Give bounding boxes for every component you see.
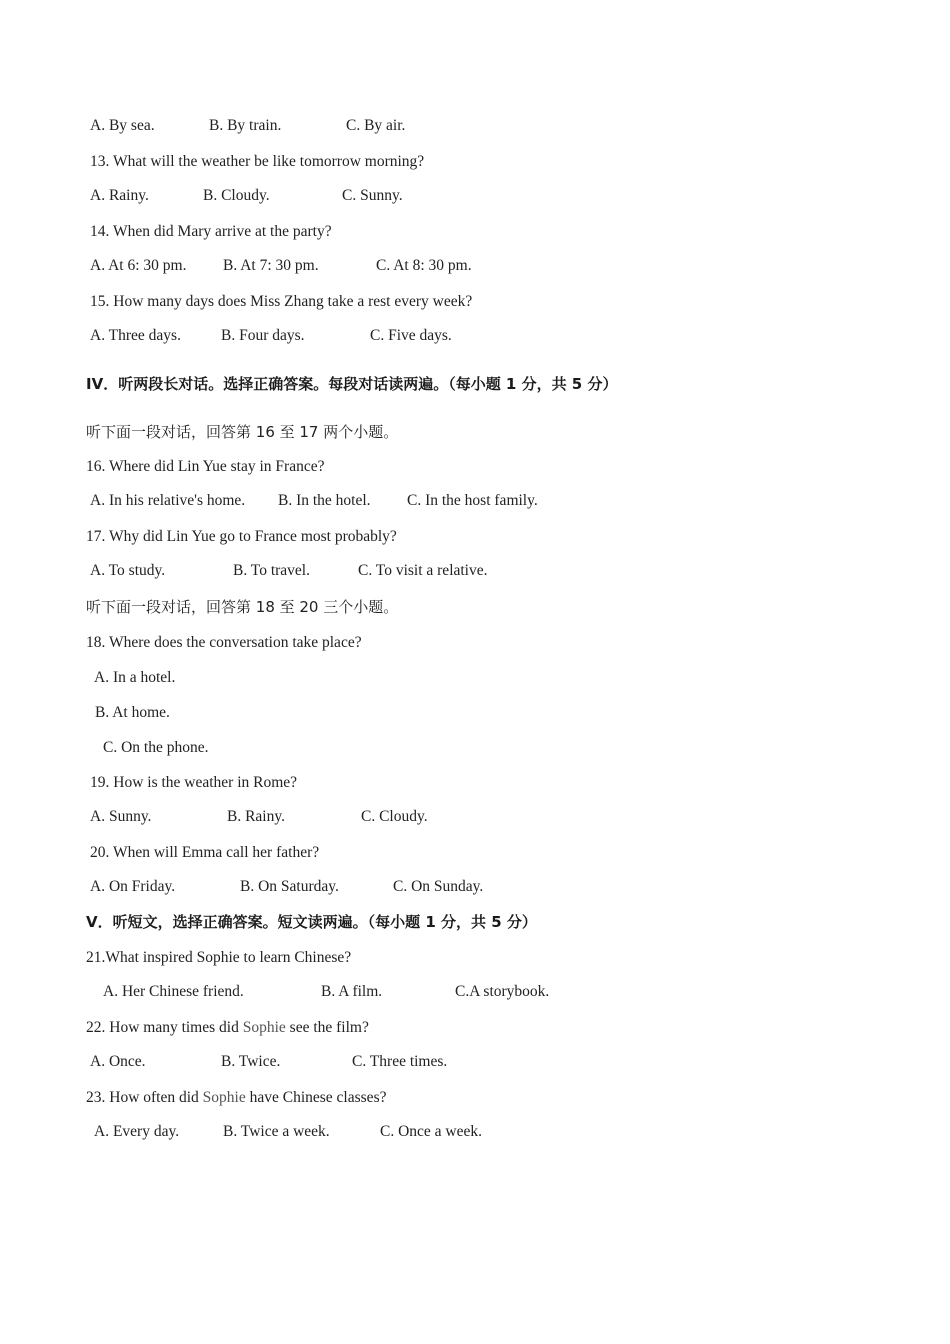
q15-question: 15. How many days does Miss Zhang take a rest every week?: [90, 293, 473, 310]
dialog-2-intro: 听下面一段对话，回答第 18 至 20 三个小题。: [86, 598, 399, 616]
q14-question: 14. When did Mary arrive at the party?: [90, 223, 332, 240]
q19-option-b: B. Rainy.: [227, 808, 285, 825]
q21-question: 21.What inspired Sophie to learn Chinese?: [86, 949, 352, 966]
q22-option-c: C. Three times.: [352, 1053, 448, 1070]
q20-option-b: B. On Saturday.: [240, 878, 339, 895]
q17-option-b: B. To travel.: [233, 562, 310, 579]
q16-option-b: B. In the hotel.: [278, 492, 371, 509]
q18-option-a: A. In a hotel.: [94, 669, 176, 686]
q19-option-c: C. Cloudy.: [361, 808, 428, 825]
q17-option-a: A. To study.: [90, 562, 166, 579]
q22-question-text-1: 22. How many times did: [86, 1019, 243, 1036]
q13-option-c: C. Sunny.: [342, 187, 403, 204]
q23-option-b: B. Twice a week.: [223, 1123, 330, 1140]
section-5-heading: V．听短文，选择正确答案。短文读两遍。（每小题 1 分，共 5 分）: [86, 913, 537, 931]
q22-option-a: A. Once.: [90, 1053, 146, 1070]
q20-question: 20. When will Emma call her father?: [90, 844, 320, 861]
q16-option-a: A. In his relative's home.: [90, 492, 246, 509]
q13-question: 13. What will the weather be like tomorrow morning?: [90, 153, 425, 170]
q23-option-a: A. Every day.: [94, 1123, 180, 1140]
q22-question: [86, 1018, 369, 1038]
q14-option-c: C. At 8: 30 pm.: [376, 257, 472, 274]
q15-option-a: A. Three days.: [90, 327, 181, 344]
q22-option-b: B. Twice.: [221, 1053, 281, 1070]
q23-question-text-1: 23. How often did: [86, 1089, 203, 1106]
q23-question-name: Sophie: [202, 1089, 246, 1106]
q19-question: 19. How is the weather in Rome?: [90, 774, 298, 791]
q15-option-b: B. Four days.: [221, 327, 305, 344]
q12-option-c: C. By air.: [346, 117, 406, 134]
q21-option-b: B. A film.: [321, 983, 383, 1000]
q17-question: 17. Why did Lin Yue go to France most probably?: [86, 528, 397, 545]
q23-option-c: C. Once a week.: [380, 1123, 482, 1140]
q13-option-b: B. Cloudy.: [203, 187, 270, 204]
q23-question-text-2: have Chinese classes?: [245, 1089, 387, 1106]
q14-option-a: A. At 6: 30 pm.: [90, 257, 187, 274]
q22-question-text-2: see the film?: [285, 1019, 369, 1036]
section-4-heading: IV．听两段长对话。选择正确答案。每段对话读两遍。（每小题 1 分，共 5 分）: [86, 375, 618, 393]
q13-option-a: A. Rainy.: [90, 187, 149, 204]
q16-question: 16. Where did Lin Yue stay in France?: [86, 458, 325, 475]
dialog-1-intro: 听下面一段对话，回答第 16 至 17 两个小题。: [86, 423, 399, 441]
q14-option-b: B. At 7: 30 pm.: [223, 257, 319, 274]
q18-option-b: B. At home.: [95, 704, 170, 721]
q23-question: [86, 1088, 386, 1108]
q19-option-a: A. Sunny.: [90, 808, 152, 825]
q17-option-c: C. To visit a relative.: [358, 562, 488, 579]
q12-option-b: B. By train.: [209, 117, 282, 134]
q15-option-c: C. Five days.: [370, 327, 452, 344]
q21-option-a: A. Her Chinese friend.: [103, 983, 244, 1000]
q18-option-c: C. On the phone.: [103, 739, 209, 756]
q12-option-a: A. By sea.: [90, 117, 155, 134]
q22-question-name: Sophie: [242, 1019, 286, 1036]
q20-option-c: C. On Sunday.: [393, 878, 484, 895]
q21-option-c: C.A storybook.: [455, 983, 550, 1000]
q16-option-c: C. In the host family.: [407, 492, 538, 509]
q20-option-a: A. On Friday.: [90, 878, 176, 895]
q18-question: 18. Where does the conversation take place?: [86, 634, 362, 651]
